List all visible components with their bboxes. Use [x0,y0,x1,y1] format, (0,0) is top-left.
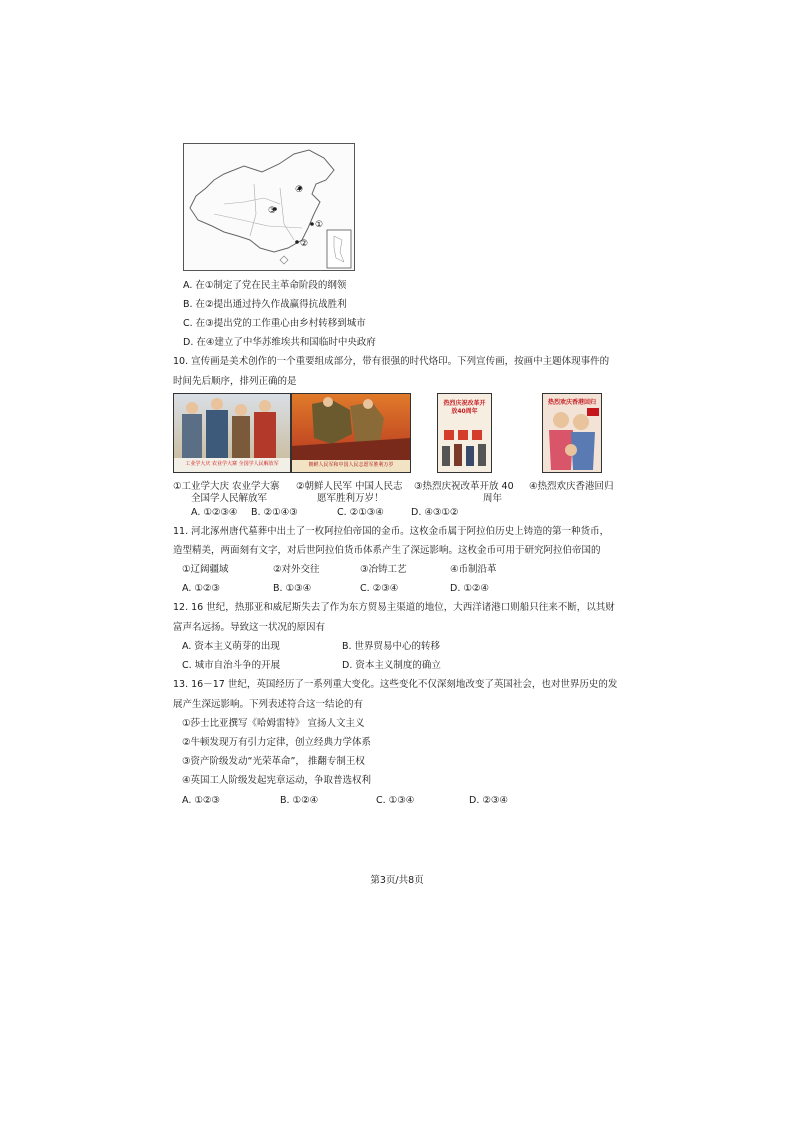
q13-item-3: ③资产阶级发动“光荣革命”， 推翻专制王权 [182,756,365,767]
q13-option-a: A. ①②③ [182,795,220,806]
map-marker-2: ② [300,239,309,249]
q10-option-d: D. ④③①② [411,507,459,518]
q11-stem-line1: 11. 河北涿州唐代墓葬中出土了一枚阿拉伯帝国的金币。这枚金币属于阿拉伯历史上铸造的第一种货币， [173,526,610,537]
q12-option-c: C. 城市自治斗争的开展 [182,660,281,671]
poster-1-slogan: 工业学大庆 农业学大寨 全国学人民解放军 [185,461,279,467]
q11-item-3: ③冶铸工艺 [360,564,407,575]
poster-1-caption-l1: ①工业学大庆 农业学大寨 [173,481,280,492]
q9-option-c: C. 在③提出党的工作重心由乡村转移到城市 [183,318,366,329]
q9-option-a: A. 在①制定了党在民主革命阶段的纲领 [183,280,347,291]
poster-2-slogan: 朝鲜人民军和中国人民志愿军胜利万岁 [308,462,394,468]
poster-3-slogan: 热烈庆祝改革开放40周年 [443,400,486,415]
q11-stem-line2: 造型精美，两面刻有文字，对后世阿拉伯货币体系产生了深远影响。这枚金币可用于研究阿拉伯帝国的 [173,545,601,556]
q12-option-d: D. 资本主义制度的确立 [342,660,441,671]
q11-item-4: ④币制沿革 [450,564,497,575]
q10-stem-line2: 时间先后顺序，排列正确的是 [173,376,297,387]
poster-2-caption-l1: ②朝鲜人民军 中国人民志 [296,481,403,492]
map-marker-3: ③ [268,206,277,216]
q9-option-d: D. 在④建立了中华苏维埃共和国临时中央政府 [183,337,376,348]
q13-stem-line1: 13. 16－17 世纪，英国经历了一系列重大变化。这些变化不仅深刻地改变了英国社会，也对世界历史的发 [173,679,618,690]
poster-4-figures [543,406,601,472]
q10-stem-line1: 10. 宣传画是美术创作的一个重要组成部分，带有很强的时代烙印。下列宣传画，按画中主题体现事件的 [173,356,610,367]
q11-option-c: C. ②③④ [360,583,399,594]
poster-4 [542,393,602,473]
q9-option-b: B. 在②提出通过持久作战赢得抗战胜利 [183,299,347,310]
q11-item-1: ①辽阔疆域 [182,564,229,575]
poster-3-caption-l1: ③热烈庆祝改革开放 40 [414,481,514,492]
poster-3-caption-l2: 周年 [483,493,503,504]
china-map-figure [183,143,355,271]
poster-3 [437,393,492,473]
poster-1-caption-l2: 全国学人民解放军 [191,493,268,504]
q11-option-a: A. ①②③ [182,583,220,594]
q13-stem-line2: 展产生深远影响。下列表述符合这一结论的有 [173,699,364,710]
q12-option-a: A. 资本主义萌芽的出现 [182,641,280,652]
map-marker-4: ④ [295,185,304,195]
q10-option-b: B. ②①④③ [251,507,298,518]
q12-stem-line1: 12. 16 世纪，热那亚和威尼斯失去了作为东方贸易主渠道的地位，大西洋诸港口则船只往来不断，以其财 [173,602,615,613]
poster-2-caption-l2: 愿军胜利万岁！ [317,493,384,504]
q13-option-c: C. ①③④ [376,795,415,806]
q11-item-2: ②对外交往 [273,564,320,575]
map-marker-1: ① [315,220,324,230]
q11-option-d: D. ①②④ [450,583,489,594]
q10-option-a: A. ①②③④ [191,507,238,518]
q12-option-b: B. 世界贸易中心的转移 [342,641,441,652]
q13-option-b: B. ①②④ [280,795,319,806]
q11-option-b: B. ①③④ [273,583,312,594]
q10-option-c: C. ②①③④ [337,507,384,518]
page-footer: 第3页/共8页 [370,875,424,886]
q13-item-1: ①莎士比亚撰写《哈姆雷特》 宣扬人文主义 [182,718,365,729]
poster-1 [173,393,291,473]
q13-item-2: ②牛顿发现万有引力定律，创立经典力学体系 [182,737,372,748]
poster-4-slogan: 热烈欢庆香港回归 [547,399,596,406]
poster-3-figures [438,428,491,472]
q13-option-d: D. ②③④ [469,795,508,806]
poster-2 [291,393,411,473]
q13-item-4: ④英国工人阶级发起宪章运动，争取普选权利 [182,775,372,786]
q12-stem-line2: 富声名远扬。导致这一状况的原因有 [173,622,326,633]
china-outline-map [184,144,354,270]
poster-4-caption-l1: ④热烈欢庆香港回归 [529,481,614,492]
